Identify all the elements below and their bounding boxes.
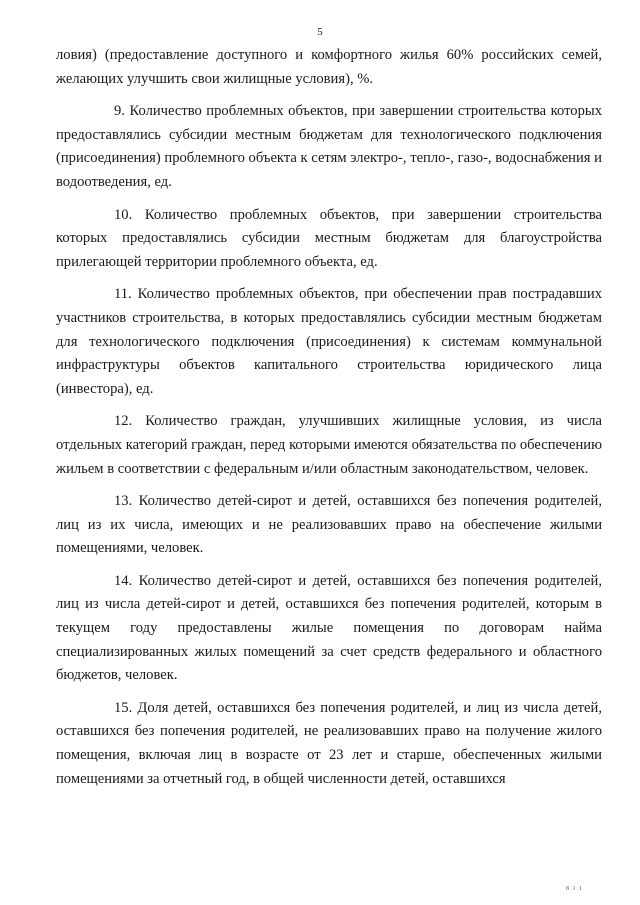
paragraph-item-10: 10. Количество проблемных объектов, при завершении строительства которых предоставлялись субсидии местным бюджетам для благоустройства прилегающей территории проблемного объекта, ед. [56,206,602,270]
paragraph-item-9: 9. Количество проблемных объектов, при завершении строительства которых предоставлялись субсидии местным бюджетам для технологического подключения (присоединения) проблемного объекта к сетям электро-, тепло-, газо-, водоснабжения и водоотведения, ед. [56,103,602,190]
footer-mark: 8 1 1 [566,886,583,892]
paragraph-item-12: 12. Количество граждан, улучшивших жилищные условия, из числа отдельных категорий граждан, перед которыми имеются обязательства по обеспечению жильем в соответствии с федеральным и/или областным законодательством, человек. [56,413,602,477]
paragraph-item-11: 11. Количество проблемных объектов, при обеспечении прав пострадавших участников строительства, в которых предоставлялись субсидии местным бюджетам для технологического подключения (присоединения) к системам коммунальной инфраструктуры объектов капитального строительства юридического лица (инвестора), ед. [56,286,602,397]
page-number: 5 [317,26,323,38]
paragraph-continuation: ловия) (предоставление доступного и комфортного жилья 60% российских семей, желающих улучшить свои жилищные условия), %. [56,47,602,87]
paragraph-item-15: 15. Доля детей, оставшихся без попечения родителей, и лиц из числа детей, оставшихся без попечения родителей, не реализовавших право на получение жилого помещения, включая лиц в возрасте от 23 лет и старше, обеспеченных жилыми помещениями за отчетный год, в общей численности детей, оставшихся [56,699,602,787]
document-body [56,44,602,800]
paragraph-item-14: 14. Количество детей-сирот и детей, оставшихся без попечения родителей, лиц из числа детей-сирот и детей, оставшихся без попечения родителей, которым в текущем году предоставлены жилые помещения по договорам найма специализированных жилых помещений за счет средств федерального и областного бюджетов, человек. [56,572,602,684]
paragraph-item-13: 13. Количество детей-сирот и детей, оставшихся без попечения родителей, лиц из их числа, имеющих и не реализовавших право на обеспечение жилыми помещениями, человек. [56,493,602,557]
